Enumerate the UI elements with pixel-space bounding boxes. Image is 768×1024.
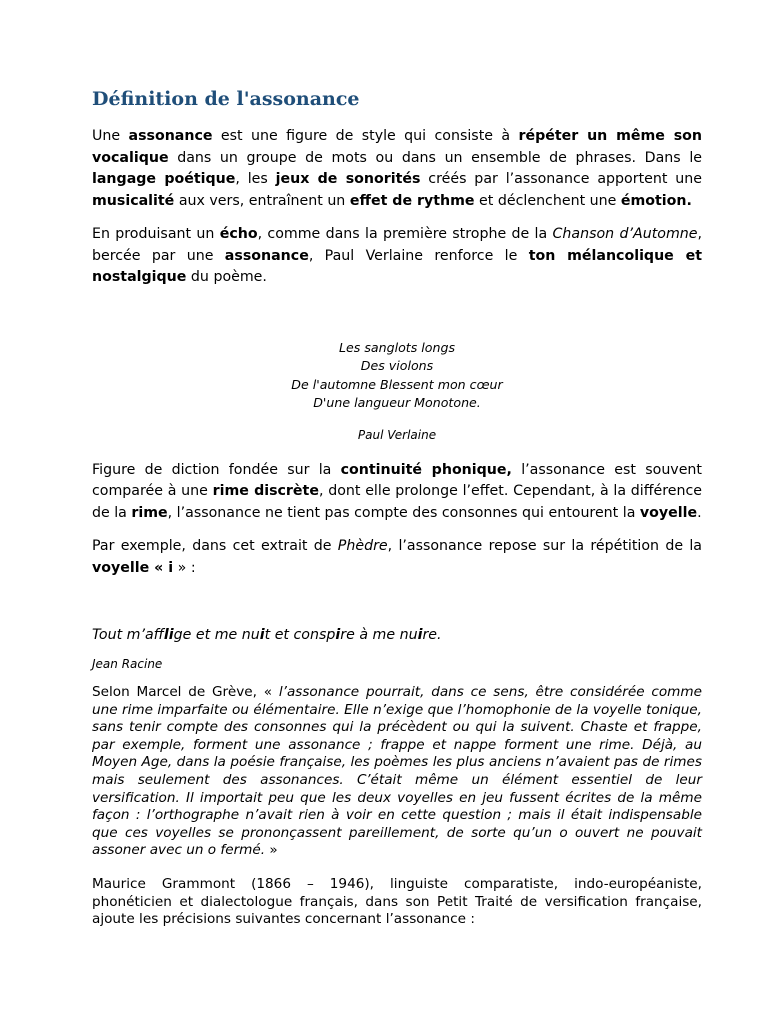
text-run: , Paul Verlaine renforce le xyxy=(308,247,529,264)
bold-term: assonance xyxy=(224,247,309,264)
bold-term: rime discrète xyxy=(212,483,319,499)
italic-title: Phèdre xyxy=(337,538,388,554)
text-run: » : xyxy=(173,559,196,576)
quote-author: Jean Racine xyxy=(92,657,163,671)
text-run: , l’assonance repose sur la répétition de la xyxy=(387,538,702,554)
bold-term: voyelle xyxy=(639,504,698,521)
paragraph-definition xyxy=(92,126,702,212)
text-run: Une xyxy=(92,128,129,144)
text-run: Maurice Grammont (1866 – 1946), linguiste comparatiste, indo-européaniste, phonéticien et dialectologue français, dans son Petit Traité de versification française, ajoute les précisions suivantes concernant l’assonance : xyxy=(92,875,702,928)
text-run: ge et me nu xyxy=(173,627,260,643)
text-run: , dont elle prolonge l’effet. Cependant, à la différence de la xyxy=(92,483,702,521)
text-run: du poème. xyxy=(186,269,267,285)
bold-term: jeux de sonorités xyxy=(275,171,421,187)
text-run: l’assonance est souvent comparée à une xyxy=(92,461,702,499)
text-run: Tout m’aff xyxy=(92,627,164,643)
poem-line: Des violons xyxy=(360,358,434,373)
text-run: re. xyxy=(422,627,442,643)
bold-term: musicalité xyxy=(92,192,175,209)
poem-author: Paul Verlaine xyxy=(357,427,437,442)
text-run: . xyxy=(697,504,702,521)
bold-term: langage poétique xyxy=(92,171,236,187)
bold-term: assonance xyxy=(128,128,213,144)
text-run: t et consp xyxy=(264,627,336,643)
text-run: et déclenchent une xyxy=(474,192,621,209)
text-run: est une figure de style qui consiste à xyxy=(212,128,519,144)
paragraph-verlaine xyxy=(92,224,702,289)
bold-vowel: i xyxy=(335,627,341,643)
racine-quote xyxy=(92,625,702,646)
page-title: Définition de l'assonance xyxy=(92,88,360,110)
bold-vowel: li xyxy=(163,627,174,643)
bold-vowel: i xyxy=(259,627,265,643)
bold-term: voyelle « i xyxy=(92,559,174,576)
text-run: re à me nu xyxy=(340,627,418,643)
bold-term: émotion. xyxy=(620,192,692,209)
italic-quote: l’assonance pourrait, dans ce sens, être considérée comme une rime imparfaite ou élémentaire. Elle n’exige que l’homophonie de la voyelle tonique, sans tenir compte des consonnes qui la précèdent ou qui la suivent. Chaste et frappe, par exemple, forment une assonance ; frappe et nappe forment une rime. Déjà, au Moyen Age, dans la poésie française, les poèmes les plus anciens n’avaient pas de rimes mais seulement des assonances. C’était même un élément essentiel de leur versification. Il importait peu que les deux voyelles en jeu fussent écrites de la même façon : l’orthographe n’avait rien à voir en cette question ; mais il était indispensable que ces voyelles se prononçassent pareillement, de sorte qu’un o ouvert ne pouvait assoner avec un o fermé. xyxy=(92,684,702,859)
text-run: créés par l’assonance apportent une xyxy=(420,171,702,187)
paragraph-grammont xyxy=(92,876,702,929)
poem-excerpt xyxy=(92,339,702,413)
paragraph-diction xyxy=(92,460,702,525)
document-page xyxy=(92,86,702,945)
bold-term: ton mélancolique et nostalgique xyxy=(92,247,702,285)
text-run: aux vers, entraînent un xyxy=(174,192,350,209)
italic-title: Chanson d’Automne xyxy=(552,226,698,242)
paragraph-greve xyxy=(92,684,702,860)
poem-line: Les sanglots longs xyxy=(338,339,456,355)
text-run: En produisant un xyxy=(92,226,220,242)
poem-line: D'une langueur Monotone. xyxy=(313,395,481,410)
text-run: Figure de diction fondée sur la xyxy=(92,461,341,478)
bold-term: répéter un même son vocalique xyxy=(92,128,702,166)
text-run: , l’assonance ne tient pas compte des consonnes qui entourent la xyxy=(167,504,640,521)
bold-vowel: i xyxy=(417,627,423,643)
text-run: , comme dans la première strophe de la xyxy=(257,226,553,242)
bold-term: effet de rythme xyxy=(349,192,475,209)
text-run: Par exemple, dans cet extrait de xyxy=(92,538,338,554)
bold-term: rime xyxy=(131,504,168,521)
bold-term: continuité phonique, xyxy=(340,461,512,478)
text-run: » xyxy=(265,842,278,859)
text-run: , bercée par une xyxy=(92,226,702,264)
text-run: dans un groupe de mots ou dans un ensemble de phrases. Dans le xyxy=(168,149,702,166)
text-run: Selon Marcel de Grève, « xyxy=(92,684,279,700)
bold-term: écho xyxy=(219,226,258,242)
poem-line: De l'automne Blessent mon cœur xyxy=(291,376,503,392)
paragraph-phedre xyxy=(92,536,702,579)
text-run: , les xyxy=(235,171,276,187)
